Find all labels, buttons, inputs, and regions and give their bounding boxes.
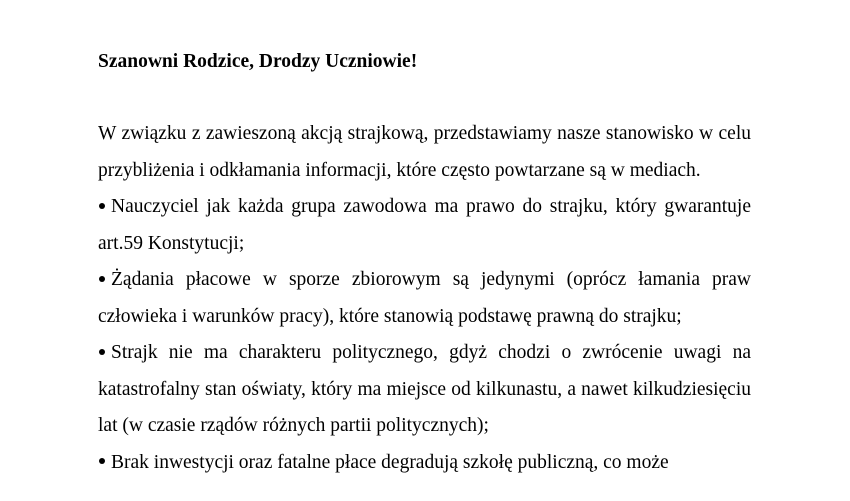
bullet-text: Brak inwestycji oraz fatalne płace degradują szkołę publiczną, co może [111, 451, 669, 473]
bullet-text: Strajk nie ma charakteru politycznego, gdyż chodzi o zwrócenie uwagi na katastrofalny stan oświaty, który ma miejsce od kilkunastu, a nawet kilkudziesięciu lat (w czasie rządów różnych partii politycznych); [98, 342, 751, 436]
bullet-text: Nauczyciel jak każda grupa zawodowa ma prawo do strajku, który gwarantuje art.59 Konstytucji; [98, 196, 751, 254]
bullet-icon [99, 458, 105, 464]
letter-document [98, 44, 751, 481]
bullet-item-not-political [98, 335, 751, 445]
bullet-item-investment [98, 445, 751, 482]
bullet-icon [99, 349, 105, 355]
intro-paragraph: W związku z zawieszoną akcją strajkową, przedstawiamy nasze stanowisko w celu przybliżenia i odkłamania informacji, które często powtarzane są w mediach. [98, 123, 751, 181]
bullet-item-wage-demands [98, 262, 751, 335]
blank-line [98, 80, 751, 116]
letter-greeting: Szanowni Rodzice, Drodzy Uczniowie! [98, 51, 418, 72]
bullet-item-strike-right [98, 189, 751, 262]
bullet-text: Żądania płacowe w sporze zbiorowym są jedynymi (oprócz łamania praw człowieka i warunków pracy), które stanowią podstawę prawną do strajku; [98, 269, 751, 327]
bullet-icon [99, 203, 105, 209]
bullet-icon [99, 276, 105, 282]
